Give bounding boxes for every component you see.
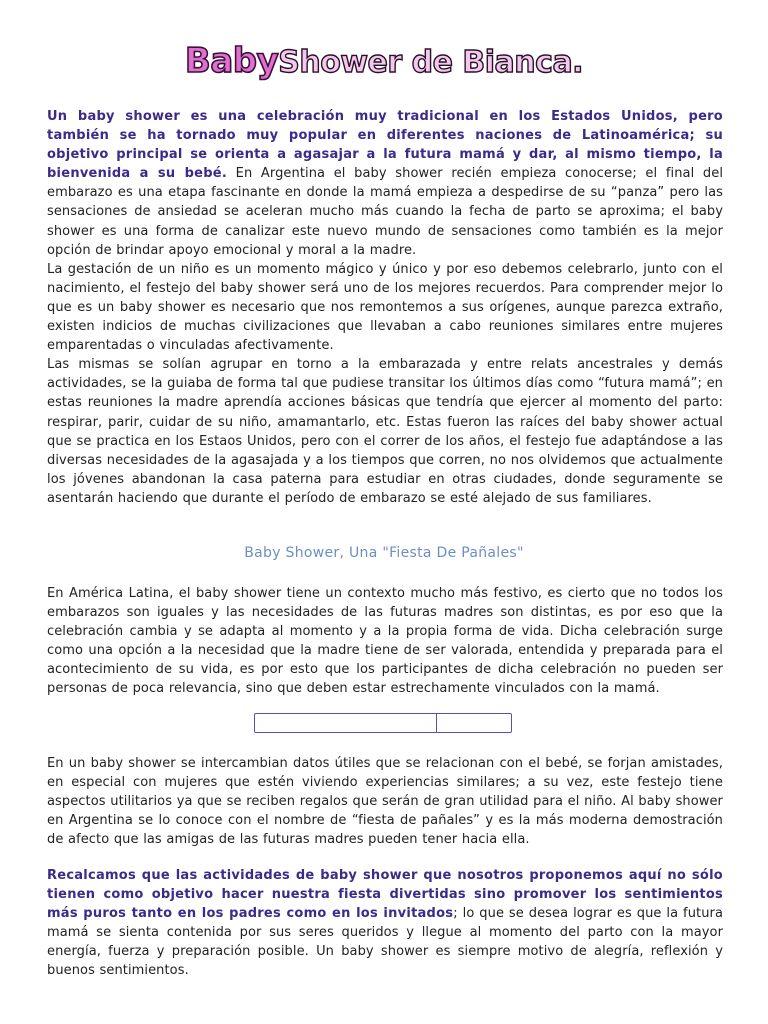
section4-bold-text: Recalcamos que las actividades de baby shower que nosotros proponemos aquí no sólo tienen como objetivo hacer nuestra fiesta divertidas sino promover los sentimientos más puros tanto en los padres como en los invitados [47, 868, 723, 922]
title-rest: Shower de Bianca. [278, 45, 584, 80]
title-baby-word: Baby [184, 41, 279, 81]
section-subheading: Baby Shower, Una "Fiesta De Pañales" [244, 545, 524, 561]
section3-paragraph: En un baby shower se intercambian datos útiles que se relacionan con el bebé, se forjan amistades, en especial con mujeres que estén viviendo experiencias similares; a su vez, este festejo tiene aspectos utilitarios ya que se reciben regalos que serán de gran utilidad para el niño. Al baby shower en Argentina se lo conoce con el nombre de “fiesta de pañales” y es la más moderna demostración de afecto que las amigas de las futuras madres pueden tener hacia ella. [47, 756, 723, 848]
section4-text: ; lo que se desea lograr es que la futura mamá se sienta contenida por sus seres queridos y llegue al momento del parto con la mayor energía, fuerza y preparación posible. Un baby shower es siempre motivo de alegría, reflexión y buenos sentimientos. [47, 906, 723, 979]
section2-paragraph: En América Latina, el baby shower tiene un contexto mucho más festivo, es cierto que no todos los embarazos son iguales y las necesidades de las futuras madres son distintas, es por eso que la celebración cambia y se adapta al momento y a la propia forma de vida. Dicha celebración surge como una opción a la necesidad que la madre tiene de ser valorada, entendida y preparada para el acontecimiento de su vida, es por esto que los participantes de dicha celebración no pueden ser personas de poca relevancia, sino que deben estar estrechamente vinculados con la mamá. [47, 586, 723, 697]
page-title [0, 38, 768, 86]
intro-text-1: En Argentina el baby shower recién empieza conocerse; el final del embarazo es una etapa fascinante en donde la mamá empieza a despedirse de su “panza” pero las sensaciones de ansiedad se aceleran mucho más cuando la fecha de parto se aproxima; el baby shower es una forma de canalizar este nuevo mundo de sensaciones como también es la mejor opción de brindar apoyo emocional y moral a la madre. [47, 166, 724, 258]
intro-text-3: Las mismas se solían agrupar en torno a la embarazada y entre relats ancestrales y demás actividades, se la guiaba de forma tal que pudiese transitar los últimos días como “futura mamá”; en estas reuniones la madre aprendía acciones básicas que tendría que ejercer al momento del parto: respirar, parir, cuidar de su niño, amamantarlo, etc. Estas fueron las raíces del baby shower actual que se practica en los Estaos Unidos, pero con el correr de los años, el festejo fue adaptándose a las diversas necesidades de la agasajada y a los tiempos que corren, no nos olvidemos que actualmente los jóvenes abandonan la casa paterna para estudiar en otras ciudades, donde seguramente se asentarán haciendo que durante el período de embarazo se esté alejado de sus familiares. [47, 357, 723, 506]
intro-bold-text: Un baby shower es una celebración muy tradicional en los Estados Unidos, pero también se ha tornado muy popular en diferentes naciones de Latinoamérica; su objetivo principal se orienta a agasajar a la futura mamá y dar, al mismo tiempo, la bienvenida a su bebé. [47, 109, 723, 182]
section4-paragraph [47, 866, 723, 981]
embedded-box-divider [436, 714, 437, 732]
intro-paragraph [47, 107, 723, 508]
intro-text-2: La gestación de un niño es un momento mágico y único y por eso debemos celebrarlo, junto con el nacimiento, el festejo del baby shower será uno de los mejores recuerdos. Para comprender mejor lo que es un baby shower es necesario que nos remontemos a sus orígenes, aunque parezca extraño, existen indicios de muchas civilizaciones que llevaban a cabo reuniones similares entre mujeres emparentadas o vinculadas afectivamente. [47, 261, 723, 354]
embedded-box[interactable] [254, 713, 512, 733]
